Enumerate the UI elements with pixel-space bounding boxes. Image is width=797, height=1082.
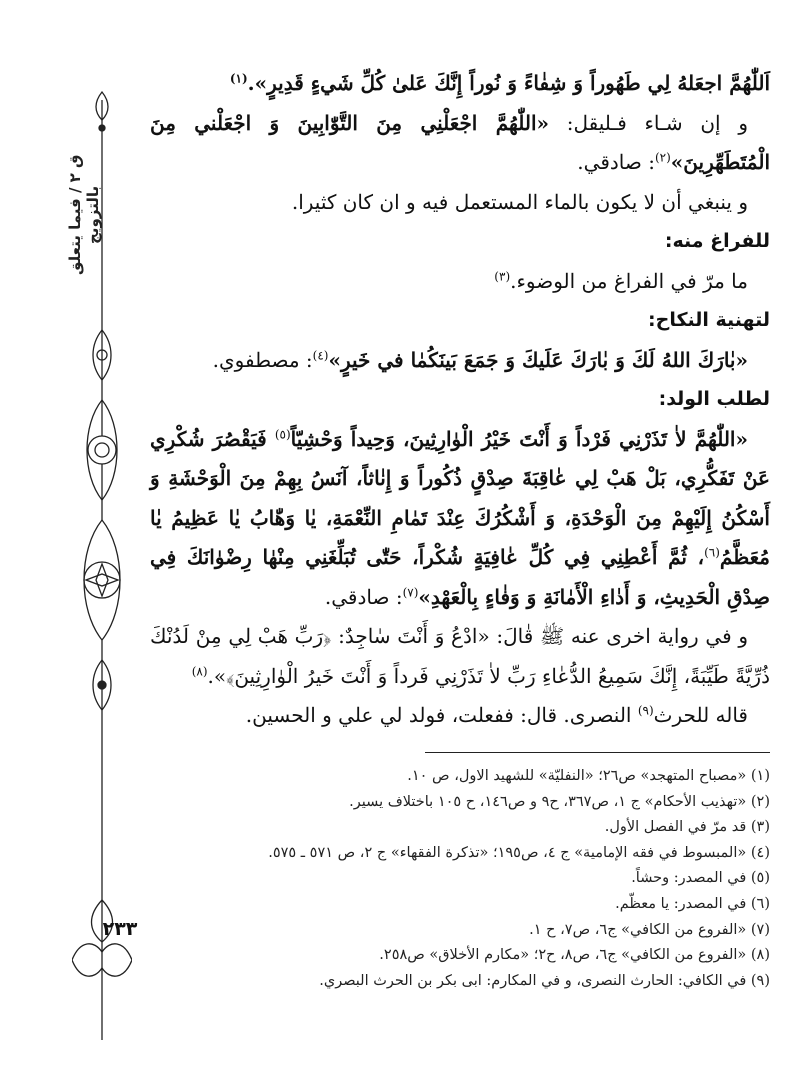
- paragraph-3: و ينبغي أن لا يكون بالماء المستعمل فيه و ان كان كثيرا.: [291, 189, 748, 214]
- paragraph-8: [150, 696, 770, 736]
- running-head: ق ٢ / فيما يتعلق بالتزويج: [66, 154, 102, 276]
- footnote-9: (٩) في الكافي: الحارث النصرى، و في المكارم: ابى بكر بن الحرث البصري.: [319, 972, 770, 989]
- footnote-ref: (٨): [191, 663, 208, 678]
- body-text: قاله للحرث: [653, 703, 748, 727]
- footnote-ref: (٤): [312, 347, 329, 362]
- footnote-2: (٢) «تهذيب الأحكام» ج ١، ص٣٦٧، ح٩ و ص١٤٦، ح ١٠٥ باختلاف يسير.: [349, 793, 770, 810]
- intro-text: و إن شـاء فـليقل:: [549, 110, 748, 135]
- paragraph-6: [150, 420, 770, 618]
- attribution: : مصطفوي.: [212, 347, 313, 372]
- attribution: : صادقي.: [324, 584, 403, 609]
- paragraph-2: [150, 104, 770, 183]
- footnote-ref: (٣): [494, 268, 511, 283]
- footnote-ref: (٧): [402, 584, 419, 599]
- footnote-1: (١) «مصباح المتهجد» ص٢٦؛ «النفليّة» للشهيد الاول، ص ١٠.: [407, 768, 770, 784]
- paragraph-1: [150, 64, 770, 104]
- footnote-8: (٨) «الفروع من الكافي» ج٦، ص٨، ح٢؛ «مكارم الأخلاق» ص٢٥٨.: [379, 947, 770, 964]
- footnote-ref: (٩): [637, 703, 654, 718]
- paragraph-5: [150, 341, 770, 381]
- footnote-ref: (٥): [274, 426, 291, 441]
- footnote-6: (٦) في المصدر: يا معظّم.: [615, 895, 770, 912]
- footnotes: [150, 764, 770, 994]
- footnote-rule: [425, 752, 770, 753]
- section-heading-1: للفراغ منه:: [664, 230, 770, 252]
- prayer-text: «اللّٰهُمَّ اجْعَلْنِي مِنَ التَّوّٰابِينَ وَ اجْعَلْني مِنَ الْمُتَطَهِّرِينَ»: [150, 110, 770, 174]
- prayer-text: «اللّٰهُمَّ لاٰ تَذَرْنِي فَرْداً وَ أَنْتَ خَيْرُ الْوٰارِثِينَ، وَحِيداً وَحْشِيّاً: [290, 426, 748, 451]
- body-text: و في رواية اخرى عنه ﷺ قٰالَ: «ادْعُ وَ أَنْتَ سٰاجِدٌ: ﴿رَبِّ هَبْ لِي مِنْ لَدُنْكَ ذُرِّيَّةً طَيِّبَةً، إِنَّكَ سَمِيعُ الدُّعٰاءِ رَبِّ لاٰ تَذَرْنِي فَرداً وَ أَنْتَ خَيرُ الْوٰارِثِينَ﴾».: [150, 624, 770, 688]
- prayer-text: فَيَقْصُرَ شُكْرِي عَنْ تَفَكُّرِي، بَلْ هَبْ لِي عٰاقِبَةَ صِدْقٍ ذُكُوراً وَ إِنٰاثاً، آنَسُ بِهِمْ مِنَ الْوَحْشَةِ وَ أَسْكُنُ إِلَيْهِمْ مِنَ الْوَحْدَةِ، وَ أَشْكُرُكَ عِنْدَ تَمٰامِ النِّعْمَةِ، يٰا وَهّٰابُ يٰا عَظِيمُ يٰا مُعَظَّمُ: [150, 426, 770, 569]
- paragraph-4: [150, 262, 770, 302]
- main-text: [150, 64, 770, 736]
- prayer-text: «بٰارَكَ اللهُ لَكَ وَ بٰارَكَ عَلَيكَ وَ جَمَعَ بَينَكُمٰا في خَيرٍ»: [328, 347, 748, 372]
- prayer-text: ، ثُمَّ أَعْطِنِي فِي كُلِّ عٰافِيَةٍ شُكْراً، حَتّٰى تُبَلِّغَنِي مِنْهٰا رِضْوٰانَكَ فِي صِدْقِ الْحَدِيثِ، وَ أَدٰاءِ الْأَمٰانَةِ وَ وَفٰاءٍ بِالْعَهْدِ»: [150, 545, 770, 609]
- footnote-ref: (٢): [654, 150, 671, 165]
- footnote-3: (٣) قد مرّ في الفصل الأول.: [604, 819, 770, 836]
- prayer-text: اَللّٰهُمَّ اجعَلهُ لِي طَهُوراً وَ شِفٰاءً وَ نُوراً إِنَّكَ عَلىٰ كُلِّ شَيءٍ قَدِيرٍ».: [247, 71, 770, 95]
- attribution: : صادقي.: [577, 150, 655, 174]
- paragraph-7: [150, 617, 770, 696]
- footnote-ref: (٦): [704, 545, 720, 560]
- footnote-4: (٤) «المبسوط في فقه الإمامية» ج ٤، ص١٩٥؛ «تذكرة الفقهاء» ج ٢، ص ٥٧١ ـ ٥٧٥.: [268, 844, 770, 861]
- footnote-ref: (١): [229, 71, 248, 86]
- page-number: ٢٣٣: [102, 918, 138, 940]
- footnote-5: (٥) في المصدر: وحشاً.: [631, 870, 770, 887]
- body-text: النصرى. قال: ففعلت، فولد لي علي و الحسين.: [245, 703, 638, 727]
- body-text: ما مرّ في الفراغ من الوضوء.: [510, 268, 748, 293]
- section-heading-3: لطلب الولد:: [658, 388, 770, 410]
- section-heading-2: لتهنية النكاح:: [648, 309, 770, 331]
- footnote-7: (٧) «الفروع من الكافي» ج٦، ص٧، ح ١.: [529, 921, 770, 938]
